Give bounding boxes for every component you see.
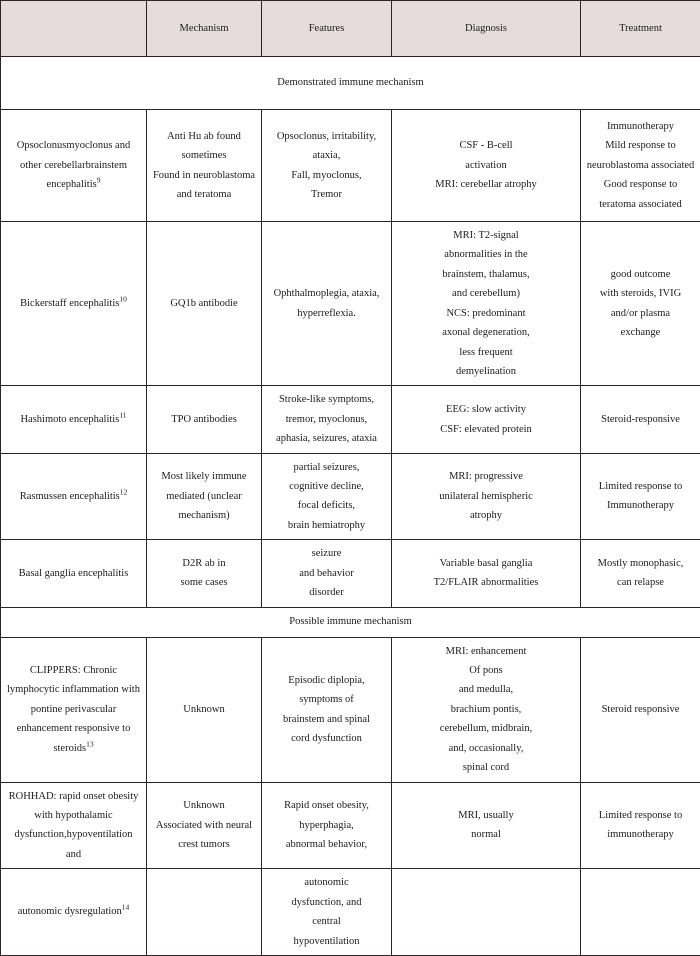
condition-cell-basal-ganglia: Basal ganglia encephalitis — [1, 540, 147, 607]
mechanism-cell-rohhad — [147, 782, 262, 869]
condition-cell-clippers: CLIPPERS: Chronic lymphocytic inflammation with pontine perivascular enhancement responsive to steroids$^{13}$ — [1, 637, 147, 782]
cell-line: autonomic — [267, 873, 386, 892]
cell-line: with steroids, IVIG — [586, 284, 695, 303]
cell-line: cerebellum, midbrain, — [397, 719, 575, 738]
table-row — [1, 110, 700, 222]
table-header — [1, 1, 700, 57]
reference-superscript: 13 — [86, 739, 94, 748]
cell-line: symptoms of — [267, 690, 386, 709]
cell-line: brachium pontis, — [397, 700, 575, 719]
mechanism-cell-basal-ganglia — [147, 540, 262, 607]
diagnosis-cell-rasmussen — [392, 453, 581, 540]
cell-line: Steroid-responsive — [586, 410, 695, 429]
cell-line: focal deficits, — [267, 496, 386, 515]
cell-line: immunotherapy — [586, 825, 695, 844]
column-header-mechanism: Mechanism — [147, 1, 262, 57]
cell-line: Limited response to — [586, 477, 695, 496]
cell-line: Immunotherapy — [586, 496, 695, 515]
reference-superscript: 9 — [97, 176, 101, 185]
features-cell-rohhad — [262, 782, 392, 869]
mechanism-cell-clippers — [147, 637, 262, 782]
cell-line: Good response to teratoma associated — [586, 175, 695, 214]
features-cell-autonomic-dysregulation — [262, 869, 392, 956]
cell-line: GQ1b antibodie — [152, 294, 256, 313]
reference-superscript: 14 — [122, 903, 130, 912]
treatment-cell-hashimoto — [581, 386, 700, 453]
diagnosis-cell-opsoclonus-myoclonus — [392, 110, 581, 222]
features-cell-opsoclonus-myoclonus — [262, 110, 392, 222]
cell-line: can relapse — [586, 573, 695, 592]
condition-cell-opsoclonus-myoclonus: Opsoclonusmyoclonus and other cerebellarbrainstem encephalitis$^9$ — [1, 110, 147, 222]
cell-line: tremor, myoclonus, — [267, 410, 386, 429]
cell-line: ataxia, — [267, 146, 386, 165]
features-cell-clippers — [262, 637, 392, 782]
reference-superscript: 10 — [119, 294, 127, 303]
diagnosis-cell-hashimoto — [392, 386, 581, 453]
cell-line: D2R ab in — [152, 554, 256, 573]
treatment-cell-opsoclonus-myoclonus — [581, 110, 700, 222]
treatment-cell-rohhad — [581, 782, 700, 869]
cell-line: and cerebellum) — [397, 284, 575, 303]
treatment-cell-basal-ganglia — [581, 540, 700, 607]
cell-line: Fall, myoclonus, — [267, 166, 386, 185]
cell-line: cord dysfunction — [267, 729, 386, 748]
features-cell-hashimoto — [262, 386, 392, 453]
cell-line: CSF: elevated protein — [397, 420, 575, 439]
reference-superscript: 11 — [119, 410, 126, 419]
cell-line: MRI: enhancement — [397, 642, 575, 661]
reference-superscript: 12 — [120, 487, 128, 496]
cell-line: exchange — [586, 323, 695, 342]
section-row-demonstrated — [1, 57, 700, 110]
mechanism-cell-hashimoto — [147, 386, 262, 453]
cell-line: Ophthalmoplegia, ataxia, — [267, 284, 386, 303]
cell-line: Rapid onset obesity, — [267, 796, 386, 815]
diagnosis-cell-rohhad — [392, 782, 581, 869]
cell-line: atrophy — [397, 506, 575, 525]
cell-line: and medulla, — [397, 680, 575, 699]
cell-line: and, occasionally, — [397, 739, 575, 758]
cell-line: Anti Hu ab found sometimes — [152, 127, 256, 166]
diagnosis-cell-bickerstaff — [392, 222, 581, 386]
table-row — [1, 453, 700, 540]
cell-line: T2/FLAIR abnormalities — [397, 573, 575, 592]
mechanism-cell-rasmussen — [147, 453, 262, 540]
cell-line: MRI: cerebellar atrophy — [397, 175, 575, 194]
table-row — [1, 386, 700, 453]
cell-line: Of pons — [397, 661, 575, 680]
header-row — [1, 1, 700, 57]
cell-line: Tremor — [267, 185, 386, 204]
cell-line: partial seizures, — [267, 458, 386, 477]
diagnosis-cell-basal-ganglia — [392, 540, 581, 607]
mechanism-cell-bickerstaff — [147, 222, 262, 386]
cell-line: CSF - B-cell — [397, 136, 575, 155]
cell-line: Unknown — [152, 796, 256, 815]
column-header-treatment: Treatment — [581, 1, 700, 57]
column-header-diagnosis: Diagnosis — [392, 1, 581, 57]
cell-line: MRI, usually — [397, 806, 575, 825]
cell-line: Opsoclonus, irritability, — [267, 127, 386, 146]
cell-line: Most likely immune — [152, 467, 256, 486]
cell-line: MRI: T2-signal — [397, 226, 575, 245]
treatment-cell-bickerstaff — [581, 222, 700, 386]
cell-line: mechanism) — [152, 506, 256, 525]
cell-line: dysfunction, and — [267, 893, 386, 912]
condition-cell-hashimoto: Hashimoto encephalitis$^{11}$ — [1, 386, 147, 453]
condition-cell-rohhad: ROHHAD: rapid onset obesity with hypothalamic dysfunction,hypoventilation and — [1, 782, 147, 869]
treatment-cell-rasmussen — [581, 453, 700, 540]
column-header-condition — [1, 1, 147, 57]
table-row — [1, 222, 700, 386]
table-body — [1, 57, 700, 956]
cell-line: Limited response to — [586, 806, 695, 825]
cell-line: disorder — [267, 583, 386, 602]
cell-line: unilateral hemispheric — [397, 487, 575, 506]
cell-line: some cases — [152, 573, 256, 592]
table-row — [1, 540, 700, 607]
treatment-cell-autonomic-dysregulation — [581, 869, 700, 956]
cell-line: EEG: slow activity — [397, 400, 575, 419]
cell-line: demyelination — [397, 362, 575, 381]
cell-line: spinal cord — [397, 758, 575, 777]
cell-line: abnormalities in the — [397, 245, 575, 264]
cell-line: abnormal behavior, — [267, 835, 386, 854]
condition-cell-autonomic-dysregulation: autonomic dysregulation$^{14}$ — [1, 869, 147, 956]
cell-line: mediated (unclear — [152, 487, 256, 506]
mechanism-cell-opsoclonus-myoclonus — [147, 110, 262, 222]
features-cell-basal-ganglia — [262, 540, 392, 607]
cell-line: Episodic diplopia, — [267, 671, 386, 690]
cell-line: hyperreflexia. — [267, 304, 386, 323]
cell-line: axonal degeneration, — [397, 323, 575, 342]
cell-line: Found in neuroblastoma and teratoma — [152, 166, 256, 205]
cell-line: central — [267, 912, 386, 931]
table-row — [1, 869, 700, 956]
cell-line: good outcome — [586, 265, 695, 284]
cell-line: seizure — [267, 544, 386, 563]
cell-line: Unknown — [152, 700, 256, 719]
cell-line: brainstem and spinal — [267, 710, 386, 729]
cell-line: Associated with neural crest tumors — [152, 816, 256, 855]
diagnosis-cell-clippers — [392, 637, 581, 782]
cell-line: and/or plasma — [586, 304, 695, 323]
cell-line: brainstem, thalamus, — [397, 265, 575, 284]
table-row — [1, 782, 700, 869]
features-cell-bickerstaff — [262, 222, 392, 386]
cell-line: aphasia, seizures, ataxia — [267, 429, 386, 448]
cell-line: hyperphagia, — [267, 816, 386, 835]
section-label-possible: Possible immune mechanism — [1, 607, 700, 637]
mechanism-cell-autonomic-dysregulation — [147, 869, 262, 956]
cell-line: Stroke-like symptoms, — [267, 390, 386, 409]
condition-cell-rasmussen: Rasmussen encephalitis$^{12}$ — [1, 453, 147, 540]
cell-line: brain hemiatrophy — [267, 516, 386, 535]
table-row — [1, 637, 700, 782]
condition-cell-bickerstaff: Bickerstaff encephalitis$^{10}$ — [1, 222, 147, 386]
cell-line: Steroid responsive — [586, 700, 695, 719]
cell-line: less frequent — [397, 343, 575, 362]
cell-line: hypoventilation — [267, 932, 386, 951]
cell-line: Variable basal ganglia — [397, 554, 575, 573]
features-cell-rasmussen — [262, 453, 392, 540]
section-row-possible — [1, 607, 700, 637]
cell-line: NCS: predominant — [397, 304, 575, 323]
cell-line: Immunotherapy — [586, 117, 695, 136]
cell-line: activation — [397, 156, 575, 175]
section-label-demonstrated: Demonstrated immune mechanism — [1, 57, 700, 110]
cell-line: normal — [397, 825, 575, 844]
cell-line: TPO antibodies — [152, 410, 256, 429]
cell-line: MRI: progressive — [397, 467, 575, 486]
cell-line: Mostly monophasic, — [586, 554, 695, 573]
diagnosis-cell-autonomic-dysregulation — [392, 869, 581, 956]
treatment-cell-clippers — [581, 637, 700, 782]
cell-line: and behavior — [267, 564, 386, 583]
cell-line: Mild response to neuroblastoma associated — [586, 136, 695, 175]
column-header-features: Features — [262, 1, 392, 57]
cell-line: cognitive decline, — [267, 477, 386, 496]
